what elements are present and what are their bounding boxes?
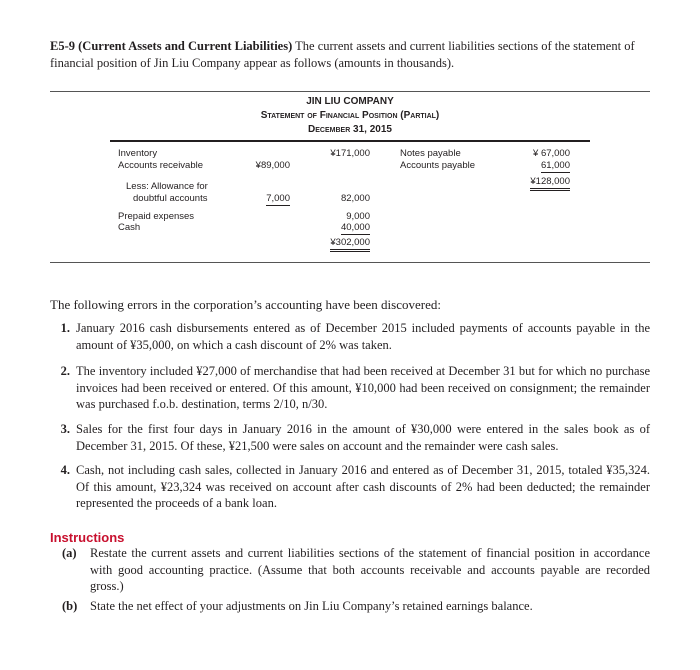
inventory-label: Inventory — [118, 148, 158, 159]
instructions-title: Instructions — [50, 530, 125, 545]
error-number: 4. — [60, 463, 70, 477]
cash-label: Cash — [118, 222, 141, 233]
error-number: 2. — [60, 364, 70, 378]
allowance-label-2: doubtful accounts — [133, 193, 208, 204]
statement-header-rule — [110, 140, 590, 142]
inventory-value: ¥171,000 — [330, 148, 370, 159]
instruction-item — [62, 545, 650, 595]
instruction-text: State the net effect of your adjustments on Jin Liu Company’s retained earnings balance. — [90, 599, 533, 613]
ar-label: Accounts receivable — [118, 160, 204, 171]
instruction-item — [62, 598, 650, 615]
error-text: The inventory included ¥27,000 of merchandise that had been received at December 31 but for which no purchase invoices had been received or entered. Of this amount, ¥10,000 had been received on consignment; the remainder was purchased f.o.b. destination, terms 2/10, n/30. — [76, 364, 650, 411]
notes-payable-value: ¥ 67,000 — [533, 148, 570, 159]
error-number: 1. — [60, 321, 70, 335]
errors-intro: The following errors in the corporation’s accounting have been discovered: — [50, 297, 441, 312]
top-rule — [50, 91, 650, 92]
error-text: Cash, not including cash sales, collected in January 2016 and entered as of December 31, 2015, totaled ¥35,324. Of this amount, ¥23,324 was received on account after cash discounts of 2% had been deducted; the remainder represented the proceeds of a bank loan. — [76, 463, 650, 510]
statement-company: JIN LIU COMPANY — [306, 96, 394, 107]
problem-heading — [50, 38, 650, 72]
error-item — [50, 363, 650, 413]
error-text: January 2016 cash disbursements entered as of December 2015 included payments of accounts payable in the amount of ¥35,000, on which a cash discount of 2% was taken. — [76, 321, 650, 352]
problem-description: The current assets and current liabilities sections of the statement of financial position of Jin Liu Company appear as follows (amounts in thousands). — [50, 39, 635, 70]
error-item — [50, 320, 650, 353]
prepaid-label: Prepaid expenses — [118, 211, 195, 222]
statement-date: December 31, 2015 — [308, 124, 392, 135]
allowance-label-1: Less: Allowance for — [126, 181, 208, 192]
prepaid-value: 9,000 — [346, 211, 370, 222]
statement-title: Statement of Financial Position (Partial) — [260, 110, 440, 121]
instruction-text: Restate the current assets and current liabilities sections of the statement of financial position in accordance with good accounting practice. (Assume that both accounts receivable and accounts payable are recorded gross.) — [90, 546, 650, 593]
net-ar-value: 82,000 — [340, 193, 370, 204]
allowance-value: 7,000 — [266, 193, 290, 204]
notes-payable-label: Notes payable — [400, 148, 461, 159]
instruction-label: (b) — [62, 599, 78, 613]
total-current-assets: ¥302,000 — [330, 237, 370, 252]
accounts-payable-value: 61,000 — [540, 160, 570, 171]
problem-title: E5-9 (Current Assets and Current Liabilities) — [50, 39, 293, 53]
instruction-label: (a) — [62, 546, 77, 560]
error-text: Sales for the first four days in January 2016 in the amount of ¥30,000 were entered in the sales book as of December 31, 2015. Of these, ¥21,500 were sales on account and the remainder were cash sales. — [76, 422, 650, 453]
error-item — [50, 421, 650, 454]
cash-value: 40,000 — [340, 222, 370, 233]
total-current-liabilities: ¥128,000 — [530, 176, 570, 191]
error-item — [50, 462, 650, 512]
accounts-payable-label: Accounts payable — [400, 160, 475, 171]
ar-value: ¥89,000 — [255, 160, 290, 171]
error-number: 3. — [60, 422, 70, 436]
bottom-rule — [50, 262, 650, 263]
